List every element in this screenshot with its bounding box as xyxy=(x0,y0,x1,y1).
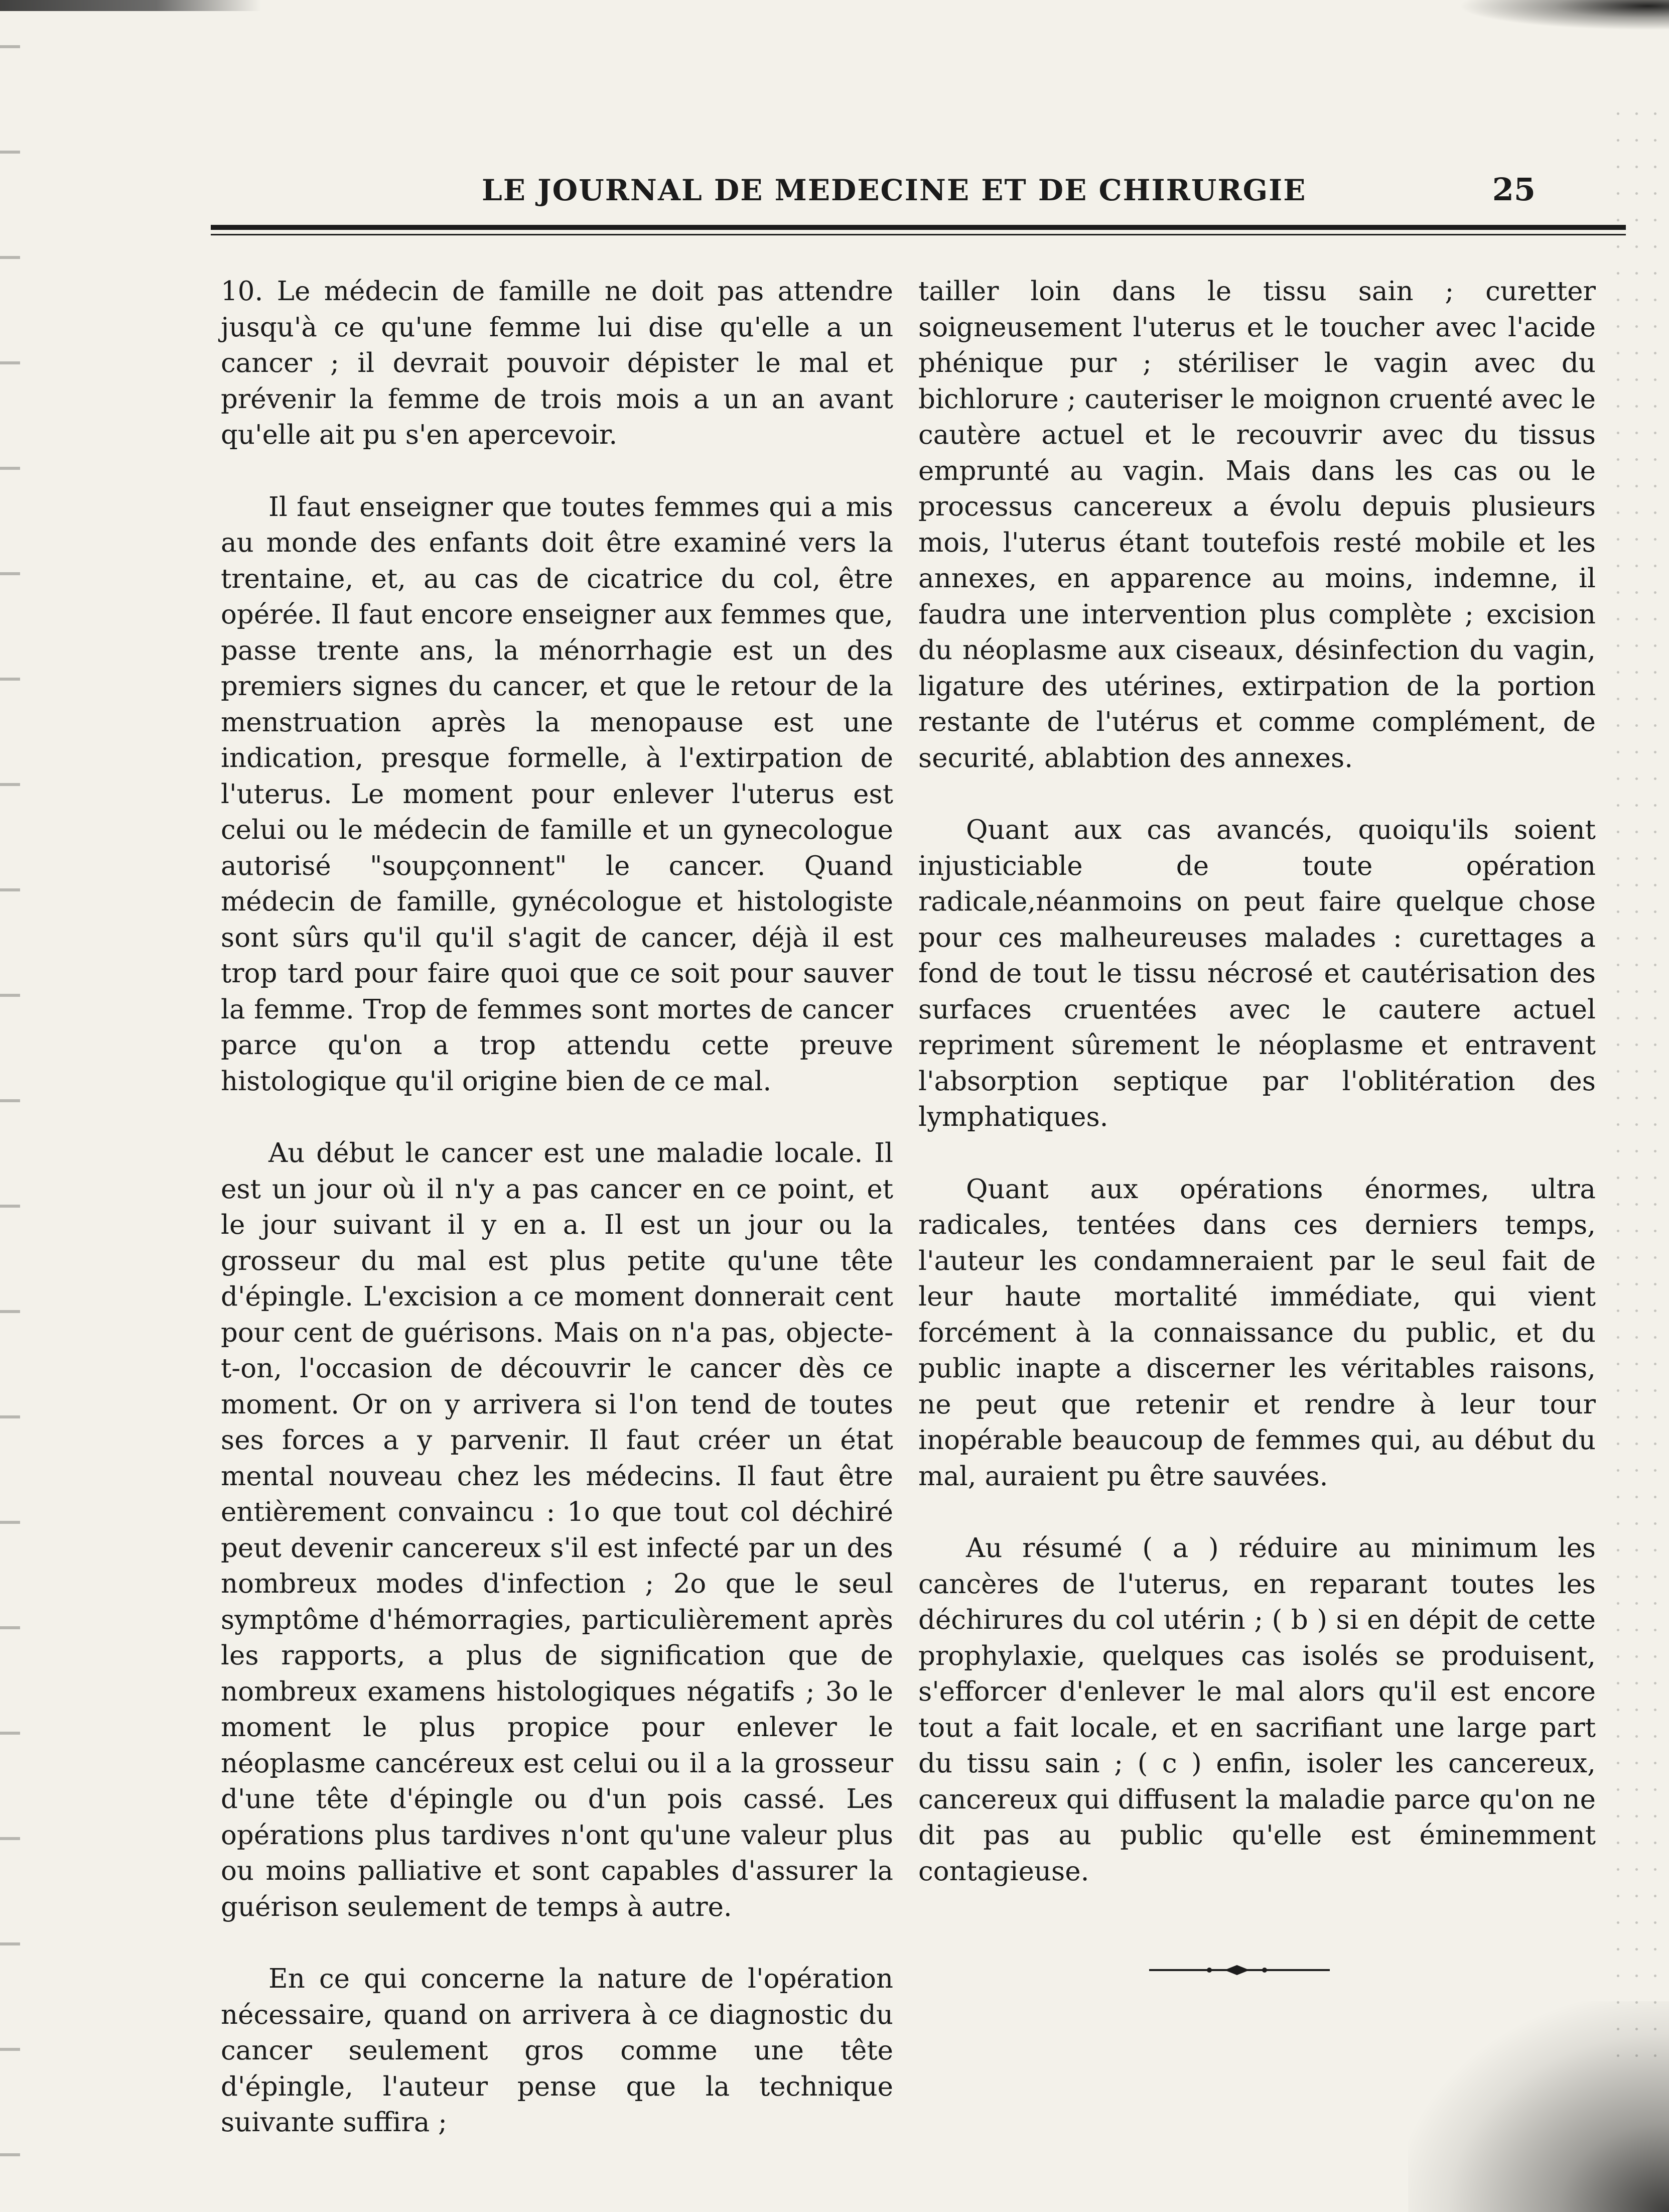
paragraph: Il faut enseigner que toutes femmes qui a mis au monde des enfants doit être examiné vers la trentaine, et, au cas de cicatrice du col, être opérée. Il faut encore enseigner aux femmes que, passe trente ans, la ménorrhagie est un des premiers signes du cancer, et que le retour de la menstruation après la menopause est une indication, presque formelle, à l'extirpation de l'uterus. Le moment pour enlever l'uterus est celui ou le médecin de famille et un gynecologue autorisé "soupçonnent" le cancer. Quand médecin de famille, gynécologue et histologiste sont sûrs qu'il qu'il s'agit de cancer, déjà il est trop tard pour faire quoi que ce soit pour sauver la femme. Trop de femmes sont mortes de cancer parce qu'on a trop attendu cette preuve histologique qu'il origine bien de ce mal. xyxy=(221,491,893,1097)
paragraph: Quant aux cas avancés, quoiqu'ils soient injusticiable de toute opération radicale,néanmoins on peut faire quelque chose pour ces malheureuses malades : curettages a fond de tout le tissu nécrosé et cautérisation des surfaces cruentées avec le cautere actuel repriment sûrement le néoplasme et entravent l'absorption septique par l'oblitération des lymphatiques. xyxy=(918,815,1596,1132)
page-number: 25 xyxy=(1492,171,1536,208)
scan-speckle-right xyxy=(1609,100,1669,2058)
paragraph: Au résumé ( a ) réduire au minimum les cancères de l'uterus, en reparant toutes les déchirures du col utérin ; ( b ) si en dépit de cette prophylaxie, quelques cas isolés se produisent, s'efforcer d'enlever le mal alors qu'il est encore tout a fait locale, et en sacrifiant une large part du tissu sain ; ( c ) enfin, isoler les cancereux, cancereux qui diffusent la maladie parce qu'on ne dit pas au public qu'elle est éminemment contagieuse. xyxy=(918,1533,1596,1887)
scan-smudge-bottom-right xyxy=(1408,2001,1669,2212)
header-rule-thick xyxy=(211,225,1626,230)
paragraph: En ce qui concerne la nature de l'opération nécessaire, quand on arrivera à ce diagnostic du cancer seulement gros comme une tête d'épingle, l'auteur pense que la technique suivante suffira ; xyxy=(221,1964,893,2138)
scan-edge-top xyxy=(0,0,261,11)
paragraph: Quant aux opérations énormes, ultra radicales, tentées dans ces derniers temps, l'auteur les condamneraient par le seul fait de leur haute mortalité immédiate, qui vient forcément à la connaissance du public, et du public inapte a discerner les véritables raisons, ne peut que retenir et rendre à leur tour inopérable beaucoup de femmes qui, au début du mal, auraient pu être sauvées. xyxy=(918,1174,1596,1492)
paragraph: Au début le cancer est une maladie locale. Il est un jour où il n'y a pas cancer en ce point, et le jour suivant il y en a. Il est un jour ou la grosseur du mal est plus petite qu'une tête d'épingle. L'excision a ce moment donnerait cent pour cent de guérisons. Mais on n'a pas, objecte-t-on, l'occasion de découvrir le cancer dès ce moment. Or on y arrivera si l'on tend de toutes ses forces a y parvenir. Il faut créer un état mental nouveau chez les médecins. Il faut être entièrement convaincu : 1o que tout col déchiré peut devenir cancereux s'il est infecté par un des nombreux modes d'infection ; 2o que le seul symptôme d'hémorragies, particulièrement après les rapports, a plus de signification que de nombreux examens histologiques négatifs ; 3o le moment le plus propice pour enlever le néoplasme cancéreux est celui ou il a la grosseur d'une tête d'épingle ou d'un pois cassé. Les opérations plus tardives n'ont qu'une valeur plus ou moins palliative et sont capables d'assurer la guérison seulement de temps à autre. xyxy=(221,1138,893,1922)
paragraph: 10. Le médecin de famille ne doit pas attendre jusqu'à ce qu'une femme lui dise qu'elle a un cancer ; il devrait pouvoir dépister le mal et prévenir la femme de trois mois a un an avant qu'elle ait pu s'en apercevoir. xyxy=(221,276,893,450)
paragraph: tailler loin dans le tissu sain ; curetter soigneusement l'uterus et le toucher avec l'acide phénique pur ; stériliser le vagin avec du bichlorure ; cauteriser le moignon cruenté avec le cautère actuel et le recouvrir avec du tissus emprunté au vagin. Mais dans les cas ou le processus cancereux a évolu depuis plusieurs mois, l'uterus étant toutefois resté mobile et les annexes, en apparence au moins, indemne, il faudra une intervention plus complète ; excision du néoplasme aux ciseaux, désinfection du vagin, ligature des utérines, extirpation de la portion restante de l'utérus et comme complément, de securité, ablabtion des annexes. xyxy=(918,276,1596,773)
left-column xyxy=(221,274,893,2177)
journal-title: LE JOURNAL DE MEDECINE ET DE CHIRURGIE xyxy=(482,173,1307,207)
right-column xyxy=(918,274,1596,1925)
header-rule-thin xyxy=(211,234,1626,235)
scan-edge-left xyxy=(0,0,20,2212)
scan-smudge-top-right xyxy=(1458,0,1669,30)
end-of-article-rule-icon xyxy=(1149,1960,1330,1980)
running-head xyxy=(231,173,1536,228)
